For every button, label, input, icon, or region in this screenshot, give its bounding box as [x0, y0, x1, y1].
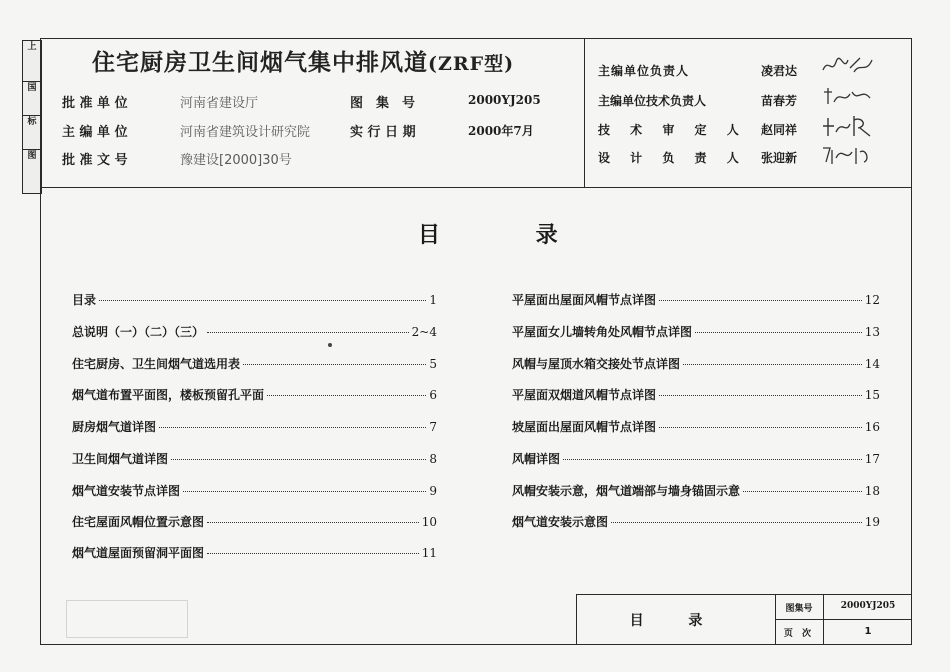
toc-entry[interactable] — [512, 355, 880, 372]
toc-entry[interactable] — [72, 386, 437, 403]
toc-entry[interactable] — [512, 450, 880, 467]
responsible-role: 主编单位负责人 — [598, 64, 690, 78]
effective-date-value: 2000年7月 — [468, 124, 534, 138]
toc-entry-page: 14 — [864, 357, 880, 371]
approval-unit-label: 批 准 单 位 — [62, 96, 128, 111]
leader-dots — [99, 300, 426, 301]
toc-entry-label: 平屋面双烟道风帽节点详图 — [512, 388, 657, 402]
responsible-role: 主编单位技术负责人 — [598, 94, 707, 108]
toc-entry-page: 8 — [429, 452, 437, 466]
effective-date-label: 实 行 日 期 — [350, 125, 416, 140]
title-block-divider — [775, 619, 912, 620]
contents-heading: 目 录 — [418, 223, 602, 248]
toc-entry[interactable] — [512, 482, 880, 499]
leader-dots — [159, 427, 426, 428]
toc-entry-label: 风帽与屋顶水箱交接处节点详图 — [512, 357, 681, 371]
toc-entry-page: 15 — [864, 388, 880, 402]
responsible-name: 苗春芳 — [761, 94, 798, 108]
toc-entry[interactable] — [72, 482, 437, 499]
toc-entry-page: 1 — [429, 293, 437, 307]
page-label: 页 次 — [783, 629, 815, 639]
responsible-role: 设 计 负 责 人 — [598, 151, 747, 165]
binding-strip — [22, 40, 42, 194]
binding-mark: 标 — [23, 115, 41, 150]
binding-mark: 国 — [23, 81, 41, 116]
toc-entry-label: 坡屋面出屋面风帽节点详图 — [512, 420, 657, 434]
atlas-number-label: 图 集 号 — [350, 96, 416, 111]
toc-entry[interactable] — [72, 418, 437, 435]
toc-entry-label: 卫生间烟气道详图 — [72, 452, 169, 466]
signature-image — [820, 142, 876, 168]
toc-entry[interactable] — [512, 323, 880, 340]
toc-entry-page: 7 — [429, 420, 437, 434]
toc-entry-page: 2~4 — [411, 325, 437, 339]
leader-dots — [563, 459, 862, 460]
signature-image — [820, 84, 876, 110]
header-divider — [584, 38, 585, 188]
responsible-name: 赵同祥 — [761, 123, 798, 137]
toc-entry-label: 平屋面女儿墙转角处风帽节点详图 — [512, 325, 693, 339]
leader-dots — [243, 364, 426, 365]
faint-stamp — [66, 600, 188, 638]
toc-entry[interactable] — [512, 291, 880, 308]
toc-entry[interactable] — [72, 450, 437, 467]
drawing-name: 目 录 — [629, 613, 723, 629]
leader-dots — [207, 332, 409, 333]
toc-entry-page: 18 — [864, 484, 880, 498]
leader-dots — [743, 491, 862, 492]
toc-entry[interactable] — [72, 291, 437, 308]
leader-dots — [659, 300, 862, 301]
toc-entry-label: 烟气道安装节点详图 — [72, 484, 181, 498]
leader-dots — [183, 491, 426, 492]
responsible-name: 张迎新 — [761, 151, 798, 165]
toc-entry-page: 6 — [429, 388, 437, 402]
leader-dots — [659, 395, 862, 396]
approval-doc-value: 豫建设[2000]30号 — [180, 153, 292, 168]
toc-entry[interactable] — [512, 386, 880, 403]
scan-speck — [328, 343, 332, 347]
atlas-title-suffix: (ZRF型) — [428, 53, 515, 75]
page-number: 1 — [864, 626, 872, 637]
approval-doc-label: 批 准 文 号 — [62, 153, 128, 168]
toc-entry[interactable] — [512, 418, 880, 435]
toc-entry-label: 住宅厨房、卫生间烟气道选用表 — [72, 357, 241, 371]
toc-entry-page: 17 — [864, 452, 880, 466]
signature-image — [820, 52, 876, 78]
leader-dots — [171, 459, 426, 460]
atlas-title — [92, 44, 514, 77]
leader-dots — [207, 522, 419, 523]
toc-entry[interactable] — [72, 513, 437, 530]
responsible-role: 技 术 审 定 人 — [598, 123, 747, 137]
toc-entry[interactable] — [72, 355, 437, 372]
atlas-number-value: 2000YJ205 — [468, 93, 541, 107]
toc-entry-label: 总说明（一）（二）（三） — [72, 325, 205, 339]
editor-unit-label: 主 编 单 位 — [62, 125, 128, 140]
toc-entry-label: 住宅屋面风帽位置示意图 — [72, 515, 205, 529]
toc-entry-label: 烟气道布置平面图，楼板预留孔平面 — [72, 388, 265, 402]
toc-entry-label: 烟气道安装示意图 — [512, 515, 609, 529]
toc-entry[interactable] — [512, 513, 880, 530]
toc-entry-page: 16 — [864, 420, 880, 434]
responsible-name: 凌君达 — [761, 64, 798, 78]
signature-image — [820, 112, 876, 140]
editor-unit-value: 河南省建筑设计研究院 — [180, 125, 311, 140]
toc-entry-label: 目录 — [72, 293, 97, 307]
toc-entry-page: 13 — [864, 325, 880, 339]
leader-dots — [683, 364, 862, 365]
leader-dots — [207, 553, 419, 554]
leader-dots — [695, 332, 862, 333]
toc-entry-label: 平屋面出屋面风帽节点详图 — [512, 293, 657, 307]
toc-entry-page: 5 — [429, 357, 437, 371]
toc-entry-page: 12 — [864, 293, 880, 307]
toc-entry-label: 烟气道屋面预留洞平面图 — [72, 546, 205, 560]
toc-entry-label: 厨房烟气道详图 — [72, 420, 157, 434]
binding-mark: 图 — [23, 149, 41, 194]
toc-entry-label: 风帽安装示意，烟气道端部与墙身锚固示意 — [512, 484, 741, 498]
toc-entry-page: 11 — [421, 546, 437, 560]
toc-entry[interactable] — [72, 544, 437, 561]
leader-dots — [659, 427, 862, 428]
atlas-no-value: 2000YJ205 — [840, 601, 896, 611]
toc-entry-page: 9 — [429, 484, 437, 498]
toc-entry-label: 风帽详图 — [512, 452, 561, 466]
toc-entry[interactable] — [72, 323, 437, 340]
leader-dots — [267, 395, 426, 396]
toc-entry-page: 19 — [864, 515, 880, 529]
atlas-no-label: 图集号 — [785, 604, 813, 614]
approval-unit-value: 河南省建设厅 — [180, 96, 259, 111]
title-block — [576, 594, 912, 644]
binding-mark: 上 — [27, 42, 37, 52]
toc-entry-page: 10 — [421, 515, 437, 529]
atlas-title-main: 住宅厨房卫生间烟气集中排风道 — [92, 50, 428, 76]
leader-dots — [611, 522, 862, 523]
